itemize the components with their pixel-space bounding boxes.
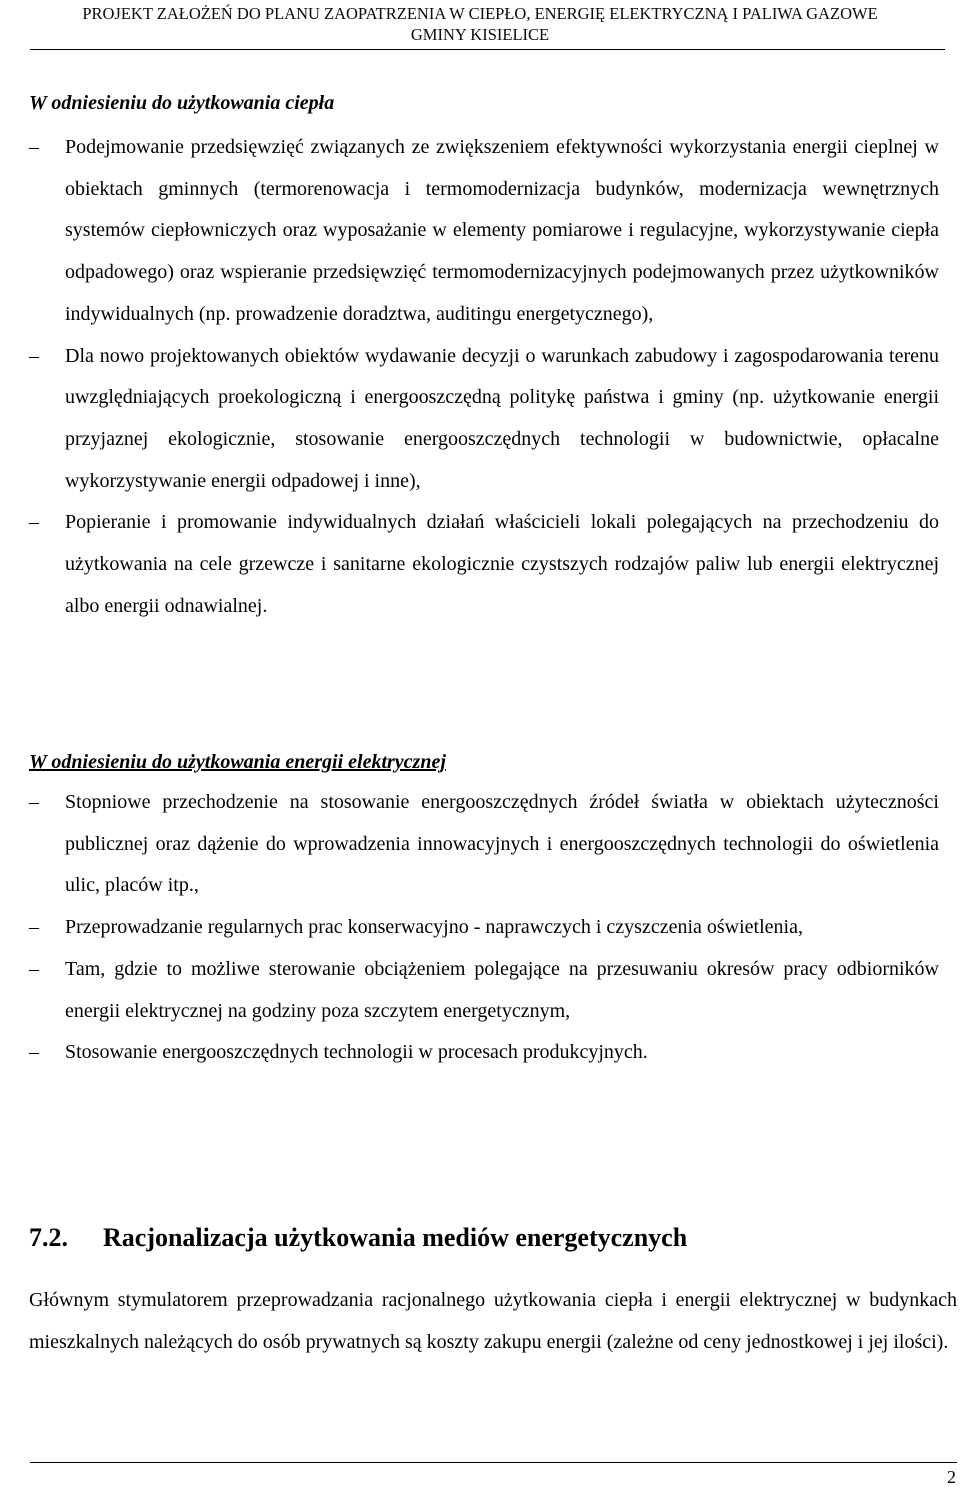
dash-bullet: – bbox=[29, 916, 39, 939]
page-header bbox=[0, 0, 960, 45]
header-title-line2: GMINY KISIELICE bbox=[410, 25, 550, 44]
header-title-line1: PROJEKT ZAŁOŻEŃ DO PLANU ZAOPATRZENIA W CIEPŁO, ENERGIĘ ELEKTRYCZNĄ I PALIWA GAZOWE bbox=[82, 4, 878, 23]
list-item bbox=[29, 782, 939, 907]
list-item-text: Popieranie i promowanie indywidualnych działań właścicieli lokali polegających na przechodzeniu do użytkowania na cele grzewcze i sanitarne ekologicznie czystszych rodzajów paliw lub energii elektrycznej albo energii odnawialnej. bbox=[65, 511, 939, 617]
heat-section-heading-text: W odniesieniu do użytkowania ciepła bbox=[29, 92, 335, 114]
list-item bbox=[29, 336, 939, 503]
list-item-text: Przeprowadzanie regularnych prac konserwacyjno - naprawczych i czyszczenia oświetlenia, bbox=[65, 916, 803, 939]
list-item-text: Stosowanie energooszczędnych technologii w procesach produkcyjnych. bbox=[65, 1041, 648, 1064]
section-title: Racjonalizacja użytkowania mediów energetycznych bbox=[103, 1223, 688, 1252]
dash-bullet: – bbox=[29, 136, 39, 158]
list-item bbox=[29, 1032, 939, 1074]
dash-bullet: – bbox=[29, 791, 39, 813]
dash-bullet: – bbox=[29, 957, 39, 980]
dash-bullet: – bbox=[29, 1041, 39, 1064]
footer-divider bbox=[30, 1462, 957, 1463]
heat-measures-list bbox=[29, 127, 939, 627]
electric-section-heading-text: W odniesieniu do użytkowania energii elektrycznej bbox=[29, 751, 446, 773]
list-item-text: Stopniowe przechodzenie na stosowanie energooszczędnych źródeł światła w obiektach użyteczności publicznej oraz dążenie do wprowadzenia innowacyjnych i energooszczędnych technologii do oświetlenia ulic, placów itp., bbox=[65, 791, 939, 897]
list-item-text: Tam, gdzie to możliwe sterowanie obciążeniem polegające na przesuwaniu okresów pracy odbiorników energii elektrycznej na godziny poza szczytem energetycznym, bbox=[65, 957, 939, 1022]
list-item bbox=[29, 907, 939, 949]
section-number: 7.2. bbox=[29, 1223, 68, 1252]
header-divider bbox=[30, 49, 945, 50]
electric-section-heading bbox=[29, 750, 446, 774]
section-paragraph: Głównym stymulatorem przeprowadzania racjonalnego użytkowania ciepła i energii elektrycznej w budynkach mieszkalnych należących do osób prywatnych są koszty zakupu energii (zależne od ceny jednostkowej i jej ilości). bbox=[29, 1289, 957, 1353]
list-item-text: Podejmowanie przedsięwzięć związanych ze zwiększeniem efektywności wykorzystania energii cieplnej w obiektach gminnych (termorenowacja i termomodernizacja budynków, modernizacja wewnętrznych systemów ciepłowniczych oraz wyposażanie w elementy pomiarowe i regulacyjne, wykorzystywanie ciepła odpadowego) oraz wspieranie przedsięwzięć termomodernizacyjnych podejmowanych przez użytkowników indywidualnych (np. prowadzenie doradztwa, auditingu energetycznego), bbox=[65, 136, 939, 325]
dash-bullet: – bbox=[29, 511, 39, 534]
page-number: 2 bbox=[947, 1467, 956, 1487]
dash-bullet: – bbox=[29, 344, 39, 367]
list-item bbox=[29, 949, 939, 1032]
heat-section-heading bbox=[29, 91, 334, 115]
list-item bbox=[29, 502, 939, 627]
electric-measures-list bbox=[29, 782, 939, 1074]
list-item bbox=[29, 127, 939, 336]
list-item-text: Dla nowo projektowanych obiektów wydawanie decyzji o warunkach zabudowy i zagospodarowania terenu uwzględniających proekologiczną i energooszczędną politykę państwa i gminy (np. użytkowanie energii przyjaznej ekologicznie, stosowanie energooszczędnych technologii w budownictwie, opłacalne wykorzystywanie energii odpadowej i inne), bbox=[65, 344, 939, 492]
